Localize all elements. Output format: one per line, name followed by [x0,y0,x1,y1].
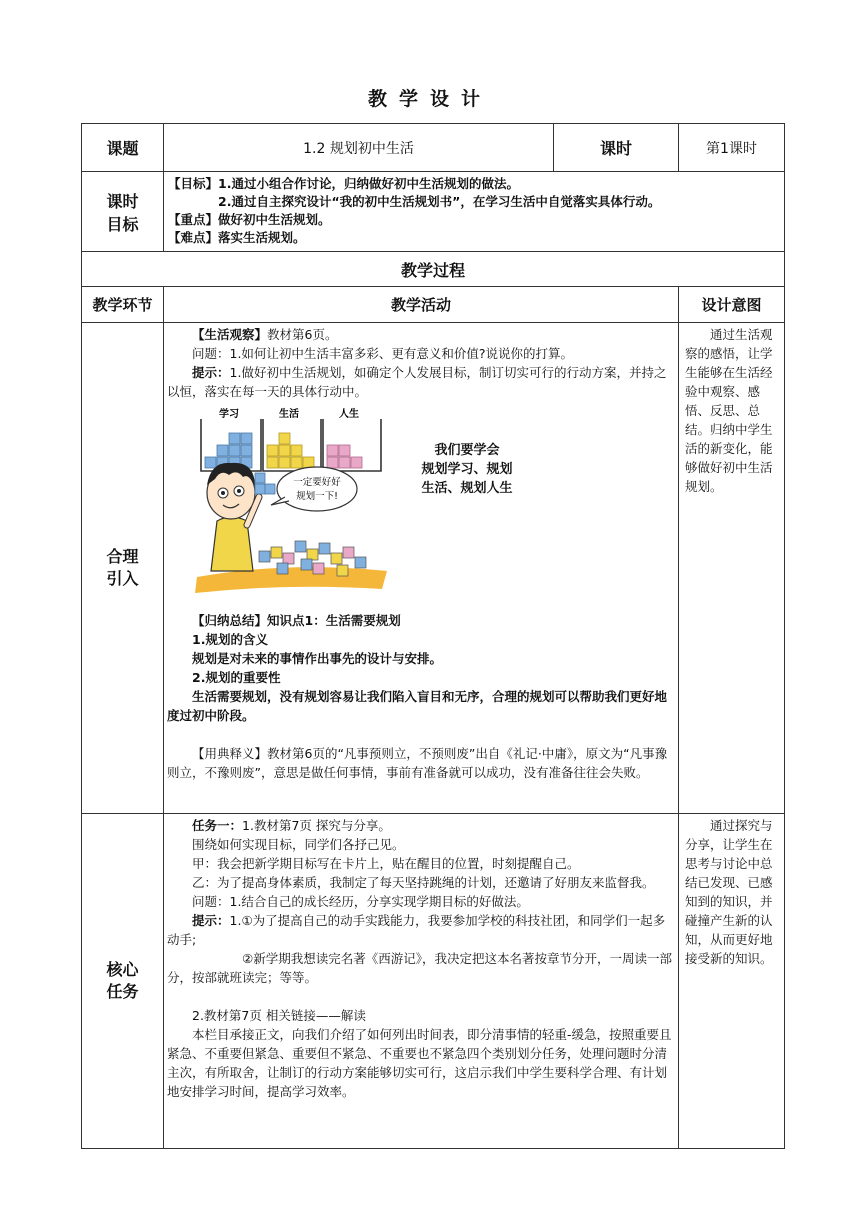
label-life: 生活 [279,409,299,420]
lesson-plan-table [81,123,785,1149]
row-core [82,814,785,1149]
summary-1: 1.规划的含义 [192,632,268,647]
stage-intro: 合理引入 [82,323,164,814]
bubble-line-2: 规划一下! [296,491,338,502]
intro-intent: 通过生活观察的感悟，让学生能够在生活经验中观察、感悟、反思、总结。归纳中学生活的新变化，能够做好初中生活规划。 [679,323,785,814]
bubble-line-1: 一定要好好 [293,477,341,488]
row-process-title [82,252,785,287]
obs-line: 【生活观察】教材第6页。 [192,327,338,342]
core-p2: 甲：我会把新学期目标写在卡片上，贴在醒目的位置，时刻提醒自己。 [192,856,580,871]
col-intent: 设计意图 [679,287,785,323]
core-link-text: 本栏目承接正文，向我们介绍了如何列出时间表，即分清事情的轻重-缓急，按照重要且紧急、不重要但紧急、重要但不紧急、不重要也不紧急四个类别划分任务，处理问题时分清主次，有所取舍，让制订的行动方案能够切实可行，这启示我们中学生要科学合理、有计划地安排学习时间，提高学习效率。 [167,1027,672,1099]
period-value: 第1课时 [679,124,785,172]
label-goals: 课时目标 [82,172,164,252]
core-activity [164,814,679,1149]
core-link: 2.教材第7页 相关链接——解读 [192,1008,366,1023]
task-line: 任务一：1.教材第7页 探究与分享。 [192,818,391,833]
intro-question: 问题：1.如何让初中生活丰富多彩、更有意义和价值?说说你的打算。 [192,346,574,361]
goal-difficult-point: 【难点】落实生活规划。 [168,230,306,245]
label-future: 人生 [339,409,359,420]
planning-illustration [167,401,674,611]
label-study: 学习 [219,409,239,420]
row-subject [82,124,785,172]
row-intro [82,323,785,814]
summary-4: 生活需要规划，没有规划容易让我们陷入盲目和无序，合理的规划可以帮助我们更好地度过初中阶段。 [167,689,668,723]
goal-line-2: 2.通过自主探究设计“我的初中生活规划书”，在学习生活中自觉落实具体行动。 [218,194,661,209]
label-period: 课时 [554,124,679,172]
row-goals [82,172,785,252]
goal-key-point: 【重点】做好初中生活规划。 [168,212,331,227]
goal-line-1: 【目标】1.通过小组合作讨论，归纳做好初中生活规划的做法。 [168,176,519,191]
core-p4: 问题：1.结合自己的成长经历，分享实现学期目标的好做法。 [192,894,529,909]
core-hint-2: ②新学期我想读完名著《西游记》，我决定把这本名著按章节分开，一周读一部分，按部就班读完；等等。 [167,951,672,985]
core-p1: 围绕如何实现目标，同学们各抒己见。 [192,837,405,852]
intro-activity [164,323,679,814]
slogan [397,441,537,498]
boy-blocks-drawing [167,401,557,611]
core-intent: 通过探究与分享，让学生在思考与讨论中总结已发现、已感知到的知识，并碰撞产生新的认知，从而更好地接受新的知识。 [679,814,785,1149]
process-title: 教学过程 [82,252,785,287]
core-hint: 提示：1.①为了提高自己的动手实践能力，我要参加学校的科技社团，和同学们一起多动手; [167,913,666,947]
slogan-line-2: 规划学习、规划 [421,462,513,477]
goals-content [164,172,785,252]
quote-explanation: 【用典释义】教材第6页的“凡事预则立，不预则废”出自《礼记·中庸》，原文为“凡事豫则立，不豫则废”，意思是做任何事情，事前有准备就可以成功，没有准备往往会失败。 [167,746,668,780]
label-subject: 课题 [82,124,164,172]
summary-title: 【归纳总结】知识点1：生活需要规划 [192,613,401,628]
col-activity: 教学活动 [164,287,679,323]
intro-hint: 提示：1.做好初中生活规划，如确定个人发展目标，制订切实可行的行动方案，并持之以恒，落实在每一天的具体行动中。 [167,365,667,399]
summary-2: 规划是对未来的事情作出事先的设计与安排。 [192,651,443,666]
row-column-heads [82,287,785,323]
slogan-line-1: 我们要学会 [434,443,500,458]
slogan-line-3: 生活、规划人生 [421,481,513,496]
core-p3: 乙：为了提高身体素质，我制定了每天坚持跳绳的计划，还邀请了好朋友来监督我。 [192,875,655,890]
document-title: 教学设计 [367,88,492,110]
stage-core: 核心任务 [82,814,164,1149]
subject-value: 1.2 规划初中生活 [164,124,554,172]
summary-3: 2.规划的重要性 [192,670,281,685]
col-stage: 教学环节 [82,287,164,323]
